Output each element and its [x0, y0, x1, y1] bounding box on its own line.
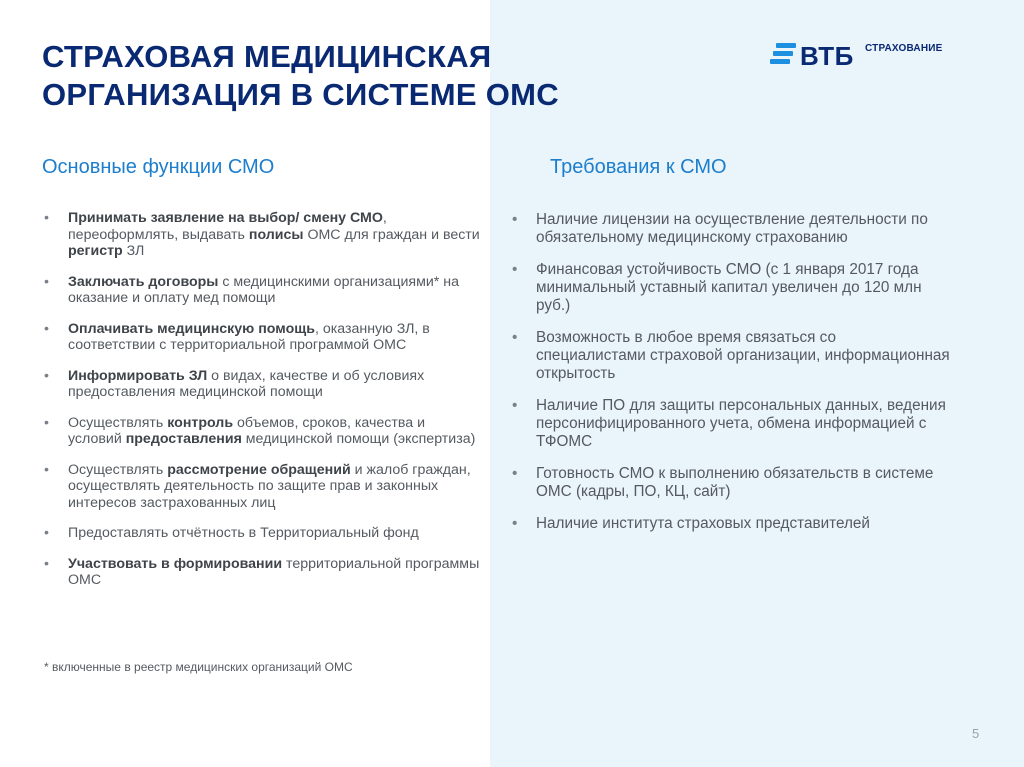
requirements-heading: Требования к СМО — [550, 156, 727, 178]
function-item-bold-text: контроль — [167, 414, 234, 431]
function-item — [42, 321, 482, 354]
function-item-bold-text: Оплачивать медицинскую помощь — [68, 320, 315, 337]
function-item-text: и жалоб граждан, осуществлять деятельность по защите прав и законных интересов застрахованных лиц — [68, 461, 471, 511]
function-item-text: медицинской помощи (экспертиза) — [241, 431, 476, 447]
requirement-item: • Финансовая устойчивость СМО (с 1 января 2017 года минимальный уставный капитал увеличен до 120 млн руб.) — [510, 261, 950, 315]
function-item — [42, 274, 482, 307]
function-item — [42, 210, 482, 260]
logo-brand: ВТБ — [800, 41, 854, 71]
function-item-bold-text: рассмотрение обращений — [167, 461, 351, 478]
function-item — [42, 415, 482, 448]
requirements-list — [510, 211, 950, 547]
requirement-item: • Наличие института страховых представителей — [510, 515, 950, 533]
requirement-item: • Наличие ПО для защиты персональных данных, ведения персонифицированного учета, обмена информацией с ТФОМС — [510, 397, 950, 451]
function-item-text: территориальной программы ОМС — [68, 555, 480, 588]
title-line-2: ОРГАНИЗАЦИЯ В СИСТЕМЕ ОМС — [42, 77, 559, 112]
page-title — [42, 38, 642, 114]
vtb-logo — [770, 40, 970, 72]
function-item-text: ЗЛ — [122, 243, 145, 259]
function-item-bold-text: Заключать договоры — [68, 273, 219, 290]
functions-heading: Основные функции СМО — [42, 156, 275, 178]
requirement-item: • Возможность в любое время связаться со специалистами страховой организации, информационная открытость — [510, 329, 950, 383]
function-item-text: , оказанную ЗЛ, в соответствии с территориальной программой ОМС — [68, 320, 430, 353]
function-item-text: с медицинскими организациями* на оказание и оплату мед помощи — [68, 273, 459, 306]
function-item-text: Осуществлять — [68, 414, 168, 431]
function-item-text: Осуществлять — [68, 461, 168, 478]
function-item-text: Предоставлять отчётность в Территориальный фонд — [68, 525, 419, 541]
function-item-bold-text: предоставления — [125, 431, 242, 447]
function-item — [42, 462, 482, 512]
title-line-1: СТРАХОВАЯ МЕДИЦИНСКАЯ — [42, 39, 492, 74]
logo-subtitle: СТРАХОВАНИЕ — [865, 43, 943, 54]
function-item — [42, 556, 482, 589]
function-item-bold-text: Принимать заявление на выбор/ смену СМО — [68, 210, 383, 226]
requirement-item: • Готовность СМО к выполнению обязательств в системе ОМС (кадры, ПО, КЦ, сайт) — [510, 465, 950, 501]
function-item-bold-text: Информировать ЗЛ — [68, 367, 208, 384]
function-item-text: объемов, сроков, качества и условий — [68, 414, 426, 447]
page-number: 5 — [972, 726, 980, 741]
function-item-text: , переоформлять, выдавать — [68, 210, 387, 243]
function-item-text: ОМС для граждан и вести — [303, 226, 480, 243]
function-item-bold-text: регистр — [68, 243, 123, 259]
function-item-bold-text: Участвовать в формировании — [68, 555, 283, 572]
footnote: * включенные в реестр медицинских организаций ОМС — [44, 660, 353, 674]
function-item — [42, 368, 482, 401]
requirement-item: • Наличие лицензии на осуществление деятельности по обязательному медицинскому страхованию — [510, 211, 950, 247]
function-item — [42, 525, 482, 542]
function-item-text: о видах, качестве и об условиях предоставления медицинской помощи — [68, 367, 425, 400]
function-item-bold-text: полисы — [248, 226, 304, 243]
functions-list — [42, 210, 482, 603]
logo-bars-icon — [770, 43, 796, 65]
